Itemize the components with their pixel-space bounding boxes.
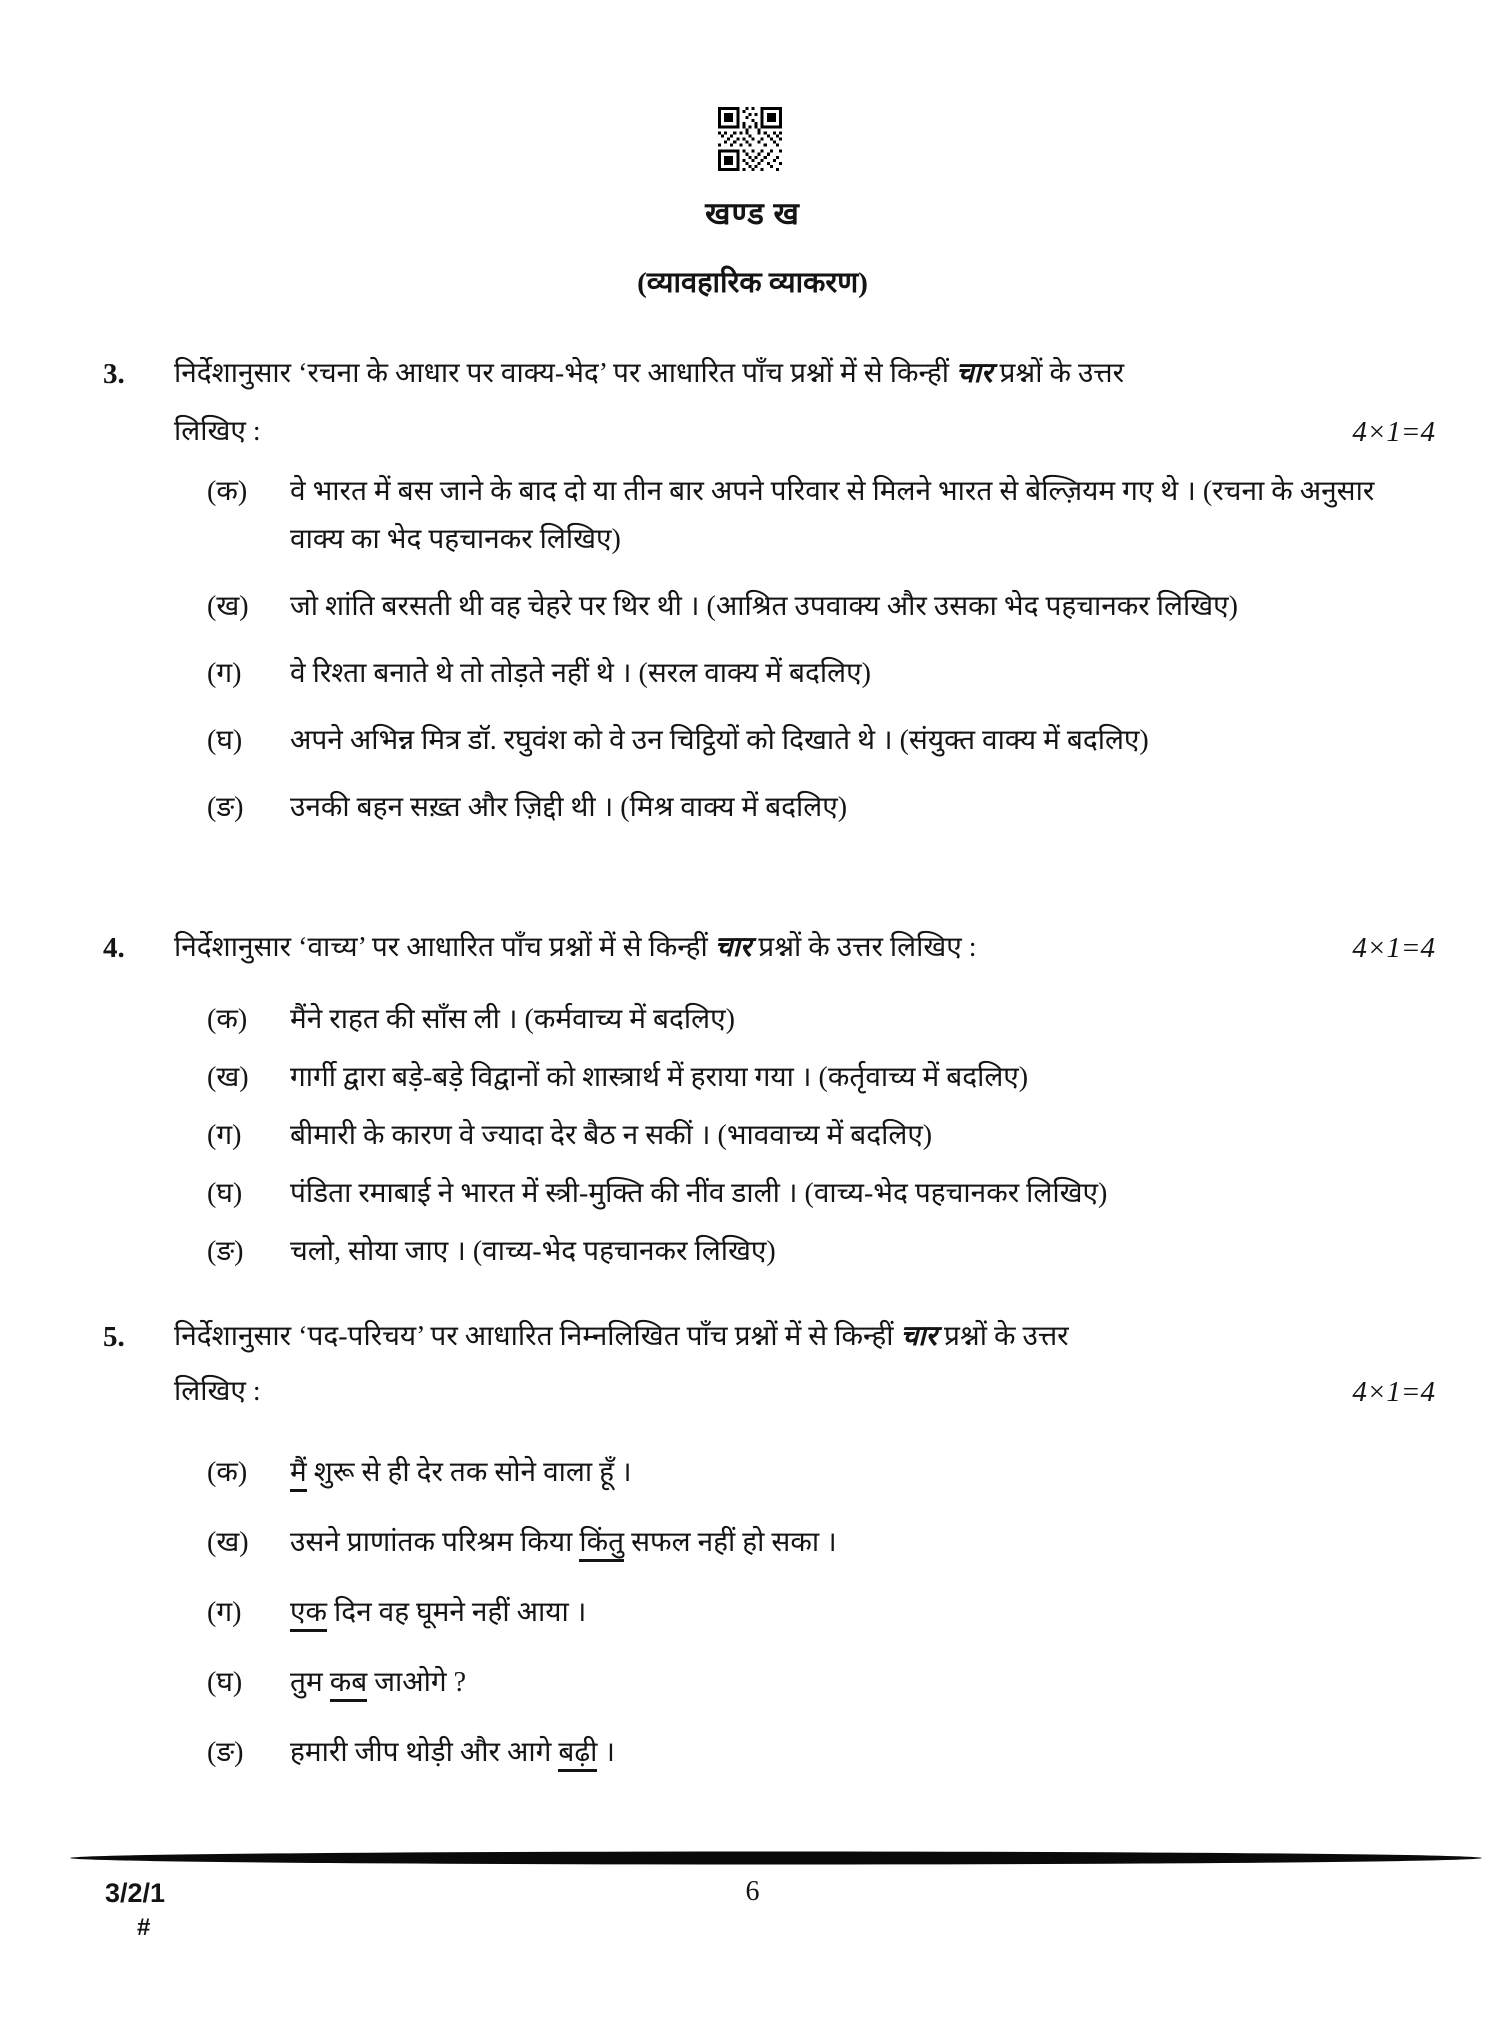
intro-emphasis: चार [900,1321,937,1352]
question-3-items [207,468,1435,832]
sub-question [207,1054,1435,1102]
sentence-pre: उनकी बहन सख़्त और ज़िद्दी थी । (मिश्र वाक्य में बदलिए) [290,792,848,823]
sub-question [207,583,1435,631]
underlined-word: कब [330,1667,368,1702]
sub-question [207,1659,1435,1707]
sentence-pre: तुम [290,1667,330,1698]
sub-question-label: (घ) [207,1667,243,1698]
sub-question [207,1729,1435,1777]
sentence-pre: बीमारी के कारण वे ज्यादा देर बैठ न सकीं । (भाववाच्य में बदलिए) [290,1120,933,1151]
hash-mark: # [137,1914,151,1941]
sub-question [207,1589,1435,1637]
sentence-pre: अपने अभिन्न मित्र डॉ. रघुवंश को वे उन चिट्ठियों को दिखाते थे । (संयुक्त वाक्य में बदलिए) [290,725,1149,756]
question-4 [0,926,1505,1286]
question-3-marks: 4×1=4 [1352,416,1435,448]
underlined-word: मैं [290,1457,307,1492]
question-5-marks: 4×1=4 [1352,1376,1435,1408]
sub-question [207,996,1435,1044]
sub-question [207,468,1435,564]
intro-post: प्रश्नों के उत्तर लिखिए : [751,932,977,963]
sub-question-text [290,468,1435,564]
sub-question-text [290,784,1435,832]
intro-post: प्रश्नों के उत्तर [936,1321,1069,1352]
intro-pre: निर्देशानुसार ‘पद-परिचय’ पर आधारित निम्नलिखित पाँच प्रश्नों में से किन्हीं [174,1321,901,1352]
sub-question-text [290,583,1435,631]
sub-question-text [290,1228,1435,1276]
sentence-pre: उसने प्राणांतक परिश्रम किया [290,1527,580,1558]
sub-question-text [290,1449,1435,1497]
question-3-intro-line2: लिखिए : [174,416,261,447]
sub-question-label: (ख) [207,1062,249,1093]
sentence-post: शुरू से ही देर तक सोने वाला हूँ । [306,1457,632,1488]
sub-question-label: (ङ) [207,792,244,823]
sub-question-text [290,650,1435,698]
question-3-intro [174,352,1435,396]
question-4-marks: 4×1=4 [1352,932,1435,964]
page-number: 6 [745,1876,760,1907]
intro-pre: निर्देशानुसार ‘वाच्य’ पर आधारित पाँच प्रश्नों में से किन्हीं [174,932,715,963]
sub-question [207,1112,1435,1160]
sub-question-text [290,1659,1435,1707]
underlined-word: एक [290,1597,327,1632]
sub-question [207,717,1435,765]
sentence-pre: मैंने राहत की साँस ली । (कर्मवाच्य में बदलिए) [290,1004,735,1035]
sub-question-label: (घ) [207,1178,243,1209]
sub-question [207,1449,1435,1497]
question-5-intro [174,1315,1435,1359]
section-subtitle: (व्यावहारिक व्याकरण) [637,267,868,299]
question-4-items [207,996,1435,1276]
sub-question-text [290,1112,1435,1160]
sub-question-label: (ख) [207,1527,249,1558]
qr-code-icon [718,106,782,172]
underlined-word: किंतु [579,1527,624,1562]
question-4-intro [174,926,1352,970]
sub-question-text [290,1589,1435,1637]
sub-question-label: (क) [207,1457,248,1488]
sentence-post: सफल नहीं हो सका । [624,1527,837,1558]
sub-question [207,784,1435,832]
sentence-post: जाओगे ? [367,1667,467,1698]
sub-question-text [290,1170,1435,1218]
footer-divider [70,1850,1482,1866]
sub-question [207,1170,1435,1218]
sub-question-label: (क) [207,1004,248,1035]
question-3-number: 3. [103,358,125,390]
sub-question [207,1519,1435,1567]
sub-question-label: (ख) [207,591,249,622]
sentence-pre: गार्गी द्वारा बड़े-बड़े विद्वानों को शास्त्रार्थ में हराया गया । (कर्तृवाच्य में बदलिए) [290,1062,1029,1093]
section-title: खण्ड ख [705,196,800,231]
sub-question-text [290,1729,1435,1777]
sub-question-text [290,1054,1435,1102]
sub-question-text [290,1519,1435,1567]
intro-emphasis: चार [714,932,752,963]
sub-question-label: (ङ) [207,1737,244,1768]
question-5-intro-line2: लिखिए : [174,1376,261,1407]
sentence-post: दिन वह घूमने नहीं आया । [327,1597,587,1628]
sentence-post: । [597,1737,615,1768]
sub-question-label: (ग) [207,658,242,689]
sentence-pre: वे भारत में बस जाने के बाद दो या तीन बार अपने परिवार से मिलने भारत से बेल्ज़ियम गए थे । (रचना के अनुसार वाक्य का भेद पहचानकर लिखिए) [290,476,1375,555]
sub-question [207,650,1435,698]
sentence-pre: वे रिश्ता बनाते थे तो तोड़ते नहीं थे । (सरल वाक्य में बदलिए) [290,658,871,689]
question-5-items [207,1449,1435,1777]
sub-question-text [290,717,1435,765]
sub-question-label: (घ) [207,725,243,756]
intro-emphasis: चार [955,358,993,389]
sub-question-label: (ग) [207,1597,242,1628]
question-5 [0,1315,1505,1799]
question-5-number: 5. [103,1321,125,1353]
sub-question-label: (ग) [207,1120,242,1151]
sentence-pre: पंडिता रमाबाई ने भारत में स्त्री-मुक्ति की नींव डाली । (वाच्य-भेद पहचानकर लिखिए) [290,1178,1108,1209]
question-3 [0,352,1505,851]
question-4-number: 4. [103,932,125,964]
underlined-word: बढ़ी [558,1737,597,1772]
paper-code: 3/2/1 [105,1878,166,1908]
intro-post: प्रश्नों के उत्तर [992,358,1125,389]
sentence-pre: जो शांति बरसती थी वह चेहरे पर थिर थी । (आश्रित उपवाक्य और उसका भेद पहचानकर लिखिए) [290,591,1238,622]
sub-question-text [290,996,1435,1044]
sub-question [207,1228,1435,1276]
sub-question-label: (ङ) [207,1236,244,1267]
sentence-pre: चलो, सोया जाए । (वाच्य-भेद पहचानकर लिखिए) [290,1236,776,1267]
sentence-pre: हमारी जीप थोड़ी और आगे [290,1737,559,1768]
sub-question-label: (क) [207,476,248,507]
intro-pre: निर्देशानुसार ‘रचना के आधार पर वाक्य-भेद’ पर आधारित पाँच प्रश्नों में से किन्हीं [174,358,956,389]
